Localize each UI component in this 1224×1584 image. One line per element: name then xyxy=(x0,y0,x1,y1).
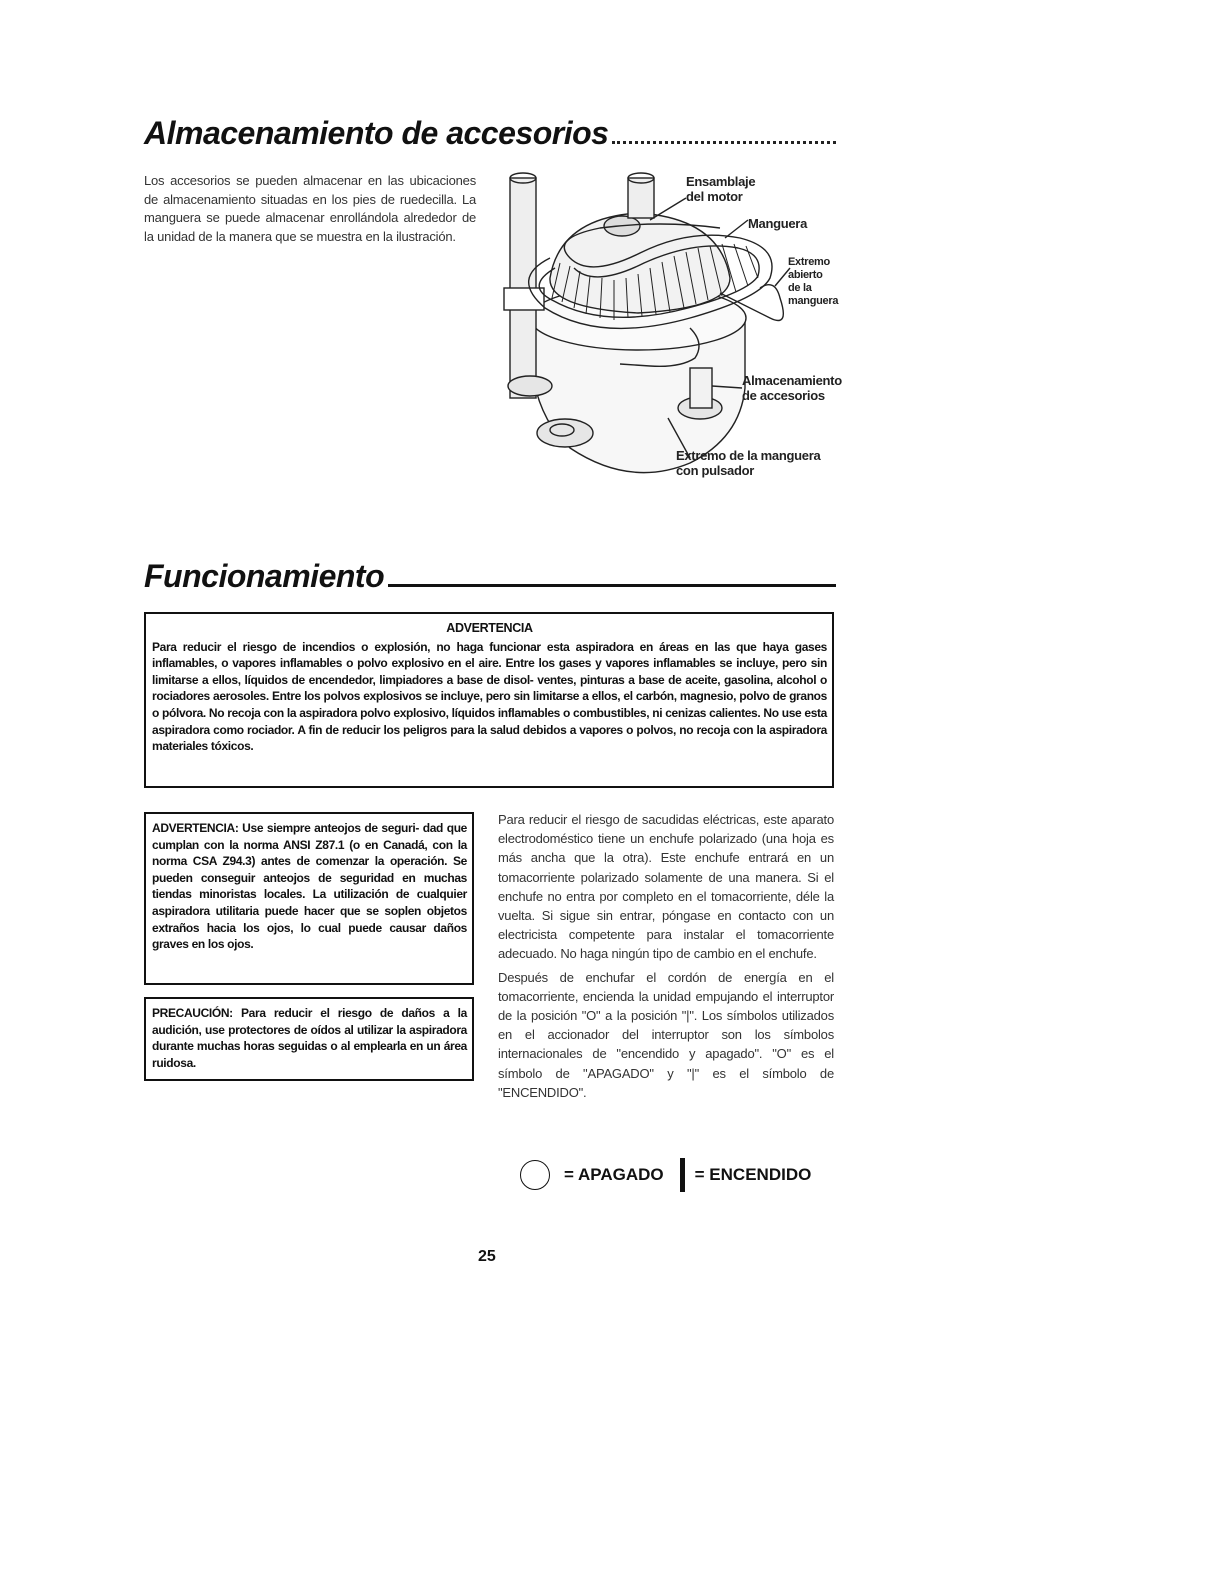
storage-paragraph: Los accesorios se pueden almacenar en las ubicaciones de almacenamiento situadas en los pies de ruedecilla. La manguera se puede almacenar enrollándola alrededor de la unidad de la manera que se muestra en la ilustración. xyxy=(144,173,476,244)
switch-symbols-legend xyxy=(520,1155,840,1195)
storage-section-title xyxy=(144,117,836,149)
on-label: = ENCENDIDO xyxy=(694,1165,812,1184)
fire-explosion-warning-box xyxy=(144,612,834,788)
hearing-caution-box xyxy=(144,997,474,1081)
switch-paragraph: Después de enchufar el cordón de energía en el tomacorriente, encienda la unidad empujando el interruptor de la posición "O" a la posición "|". Los símbolos utilizados en el accionador del interruptor son los símbolos internacionales de "encendido y apagado". "O" es el símbolo de "APAGADO" y "|" es el símbolo de "ENCENDIDO". xyxy=(498,969,834,1100)
label-open-hose-end: Extremo abierto de la manguera xyxy=(788,256,839,307)
polarized-plug-paragraph: Para reducir el riesgo de sacudidas eléctricas, este aparato electrodoméstico tiene un enchufe polarizado (una hoja es más ancha que la otra). Este enchufe entrará en un tomacorriente polarizado solamente de una manera. Si el enchufe no entra por completo en el tomacorriente, déle la vuelta. Si sigue sin entrar, póngase en contacto con un electricista competente para instalar el tomacorriente adecuado. No haga ningún tipo de cambio en el enchufe. xyxy=(498,812,834,962)
title-rule xyxy=(612,141,836,144)
off-circle-icon xyxy=(520,1160,550,1190)
label-hose: Manguera xyxy=(748,216,808,231)
electrical-instructions xyxy=(498,810,834,1106)
operation-title: Funcionamiento xyxy=(144,558,385,594)
page-number: 25 xyxy=(478,1248,496,1265)
on-bar-icon xyxy=(680,1158,685,1192)
label-motor-assembly: Ensamblaje del motor xyxy=(686,174,756,204)
goggles-warning-text: ADVERTENCIA: Use siempre anteojos de seguri- dad que cumplan con la norma ANSI Z87.1 (o en Canadá, con la norma CSA Z94.3) antes de comenzar la operación. Se pueden conseguir anteojos de seguridad en muchas tiendas minoristas locales. La utilización de cualquier aspiradora utilitaria puede hacer que se soplen objetos extraños hacia los ojos, lo cual puede causar daños graves en los ojos. xyxy=(152,821,467,952)
vacuum-illustration xyxy=(490,168,860,488)
operation-section-title xyxy=(144,560,836,592)
label-accessory-storage: Almacenamiento de accesorios xyxy=(742,373,842,403)
safety-goggles-warning-box xyxy=(144,812,474,985)
warning-text: Para reducir el riesgo de incendios o explosión, no haga funcionar esta aspiradora en áreas en las que haya gases inflamables, o vapores inflamables o polvo explosivo en el aire. Entre los gases y vapores inflamables se incluye, pero sin limitarse a ellos, líquidos de encendedor, limpiadores a base de disol- ventes, pinturas a base de aceite, gasolina, alcohol o rociadores aerosoles. Entre los polvos explosivos se incluye, pero sin limitarse a ellos, el carbón, magnesio, polvo de granos o pólvora. No recoja con la aspiradora polvo explosivo, líquidos inflamables o combustibles, ni cenizas calientes. No use esta aspiradora como rociador. A fin de reducir los peligros para la salud debidos a vapores o polvos, no recoja con la aspiradora materiales tóxicos. xyxy=(152,639,827,754)
title-rule xyxy=(388,584,836,587)
hearing-caution-text: PRECAUCIÓN: Para reducir el riesgo de daños a la audición, use protectores de oídos al utilizar la aspiradora durante muchas horas seguidas o al emplearla en un área ruidosa. xyxy=(152,1006,467,1070)
label-pulsator-hose-end: Extremo de la manguera con pulsador xyxy=(676,448,821,478)
warning-header: ADVERTENCIA xyxy=(446,621,533,635)
page-title: Almacenamiento de accesorios xyxy=(144,115,609,151)
off-label: = APAGADO xyxy=(564,1165,664,1184)
